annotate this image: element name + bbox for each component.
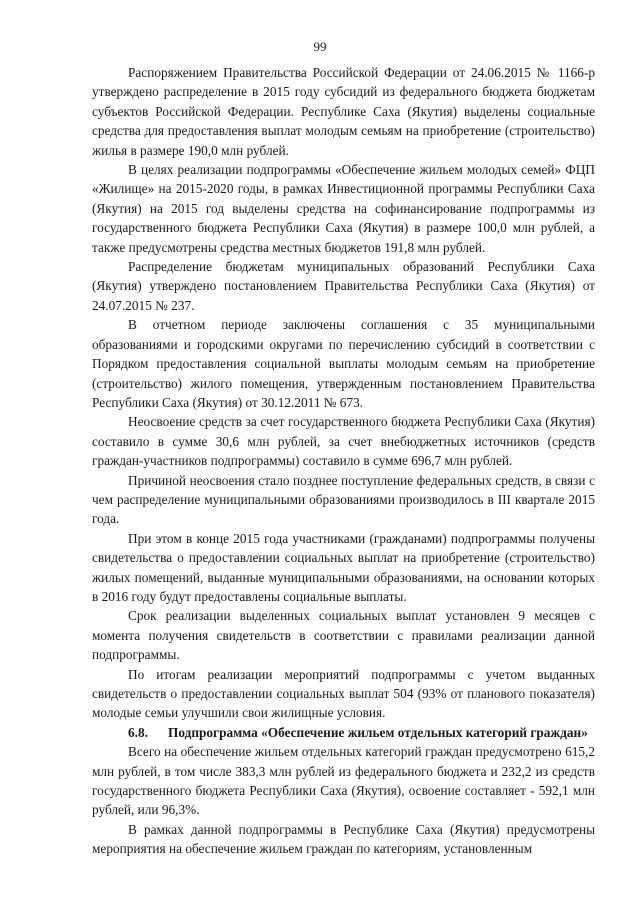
section-title: Подпрограмма «Обеспечение жильем отдельных категорий граждан» [168, 724, 588, 740]
page-number: 99 [313, 39, 327, 54]
paragraph: В целях реализации подпрограммы «Обеспечение жильем молодых семей» ФЦП «Жилище» на 2015-2020 годы, в рамках Инвестиционной программы Республики Саха (Якутия) на 2015 год выделены средства на софинансирование подпрограммы из государственного бюджета Республики Саха (Якутия) в размере 100,0 млн рублей, а также предусмотрены средства местных бюджетов 191,8 млн рублей. [92, 162, 595, 255]
paragraph: Всего на обеспечение жильем отдельных категорий граждан предусмотрено 615,2 млн рублей, в том числе 383,3 млн рублей из федерального бюджета и 232,2 из средств государственного бюджета Республики Саха (Якутия), освоение составляет - 592,1 млн рублей, или 96,3%. [92, 744, 595, 818]
paragraph: При этом в конце 2015 года участниками (гражданами) подпрограммы получены свидетельства о предоставлении социальных выплат на приобретение (строительство) жилых помещений, выданные муниципальными образованиями, на основании которых в 2016 году будут предоставлены социальные выплаты. [92, 530, 595, 604]
paragraph: В рамках данной подпрограммы в Республике Саха (Якутия) предусмотрены мероприятия на обеспечение жильем граждан по категориям, установленным [92, 821, 595, 857]
section-number: 6.8. [128, 724, 148, 740]
paragraph: Срок реализации выделенных социальных выплат установлен 9 месяцев с момента получения свидетельств в соответствии с правилами реализации данной подпрограммы. [92, 608, 595, 663]
paragraph: Распоряжением Правительства Российской Федерации от 24.06.2015 № 1166-р утверждено распределение в 2015 году субсидий из федерального бюджета бюджетам субъектов Российской Федерации. Республике Саха (Якутия) выделены социальные средства для предоставления выплат молодым семьям на приобретение (строительство) жилья в размере 190,0 млн рублей. [92, 65, 595, 158]
paragraph: Причиной неосвоения стало позднее поступление федеральных средств, в связи с чем распределение муниципальными образованиями производилось в III квартале 2015 года. [92, 472, 595, 527]
document-body [92, 63, 595, 859]
paragraph: Неосвоение средств за счет государственного бюджета Республики Саха (Якутия) составило в сумме 30,6 млн рублей, за счет внебюджетных источников (средств граждан-участников подпрограммы) составило в сумме 696,7 млн рублей. [92, 414, 595, 469]
section-heading [92, 723, 595, 742]
paragraph: По итогам реализации мероприятий подпрограммы с учетом выданных свидетельств о предоставлении социальных выплат 504 (93% от планового показателя) молодые семьи улучшили свои жилищные условия. [92, 666, 595, 721]
paragraph: В отчетном периоде заключены соглашения с 35 муниципальными образованиями и городскими округами по перечислению субсидий в соответствии с Порядком предоставления социальной выплаты молодым семьям на приобретение (строительство) жилого помещения, утвержденным постановлением Правительства Республики Саха (Якутия) от 30.12.2011 № 673. [92, 317, 595, 410]
paragraph: Распределение бюджетам муниципальных образований Республики Саха (Якутия) утверждено постановлением Правительства Республики Саха (Якутия) от 24.07.2015 № 237. [92, 259, 595, 313]
